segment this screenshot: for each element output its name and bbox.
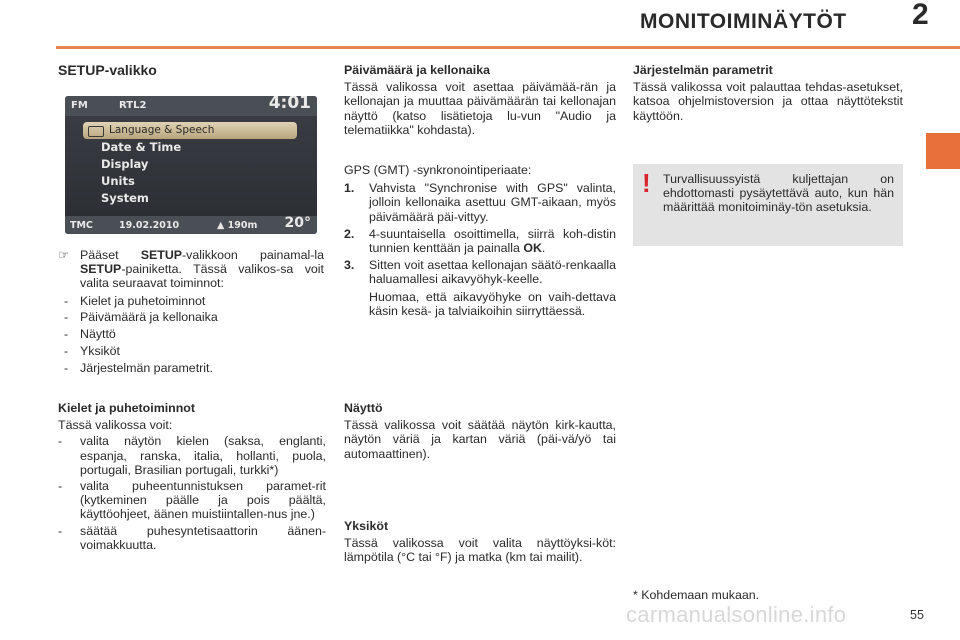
display-title: Näyttö (344, 401, 383, 415)
date-time-text: Tässä valikossa voit asettaa päivämää-rän ja kellonajan ja muuttaa päivämäärän tai kellonajan näyttö (katso lisätietoja lu-vun "Audio ja telematiikka" kohdasta). (344, 80, 616, 137)
language-lead: Tässä valikossa voit: (58, 418, 173, 433)
menu-item-system: System (101, 191, 149, 205)
list-item: - Järjestelmän parametrit. (64, 360, 213, 375)
menu-item-units: Units (101, 174, 135, 188)
system-section (633, 63, 903, 123)
gps-steps (344, 181, 616, 286)
setup-menu (83, 122, 297, 207)
warning-box (633, 164, 903, 246)
screen-status-bar (65, 96, 317, 116)
pointer-icon: ☞ (58, 248, 70, 262)
gps-section (344, 163, 616, 318)
display-section (344, 401, 616, 461)
footnote: * Kohdemaan mukaan. (633, 588, 760, 602)
units-title: Yksiköt (344, 519, 389, 533)
list-item: - valita näytön kielen (saksa, englanti, espanja, ranska, italia, hollanti, puola, portugali, Brasilian portugali, turkki*) (58, 434, 326, 477)
display-text: Tässä valikossa voit säätää näytön kirk-kautta, näytön väriä ja kartan väriä (päi-vä/yö tai automaattinen). (344, 418, 616, 461)
chapter-number: 2 (912, 0, 929, 31)
list-item: 2. 4-suuntaisella osoittimella, siirrä koh-distin tunnien kenttään ja painalla OK. (344, 226, 616, 256)
setup-intro: ☞ Pääset SETUP-valikkoon painamal-la SETUP-painiketta. Tässä valikos-sa voit valita seuraavat toiminnot: - Kielet ja puhetoiminnot - Päivämäärä ja kellonaika - Näyttö - Yksiköt - Järjestelmän parametrit. (58, 248, 324, 375)
date-time-title: Päivämäärä ja kellonaika (344, 63, 491, 77)
language-options (58, 434, 326, 552)
screen-temperature: 20° (284, 215, 311, 231)
system-title: Järjestelmän parametrit (633, 63, 773, 77)
setup-screen-photo (65, 96, 317, 234)
date-time-section (344, 63, 616, 137)
language-title: Kielet ja puhetoiminnot (58, 401, 195, 415)
language-section (58, 401, 326, 554)
list-item: - Kielet ja puhetoiminnot (64, 293, 206, 308)
list-item: - Päivämäärä ja kellonaika (64, 310, 218, 325)
chapter-side-tab (926, 133, 960, 169)
menu-item-language: Language & Speech (83, 122, 297, 139)
warning-text: Turvallisuussyistä kuljettajan on ehdottomasti pysäytettävä auto, kun hän määrittää monitoiminäy-tön asetuksia. (663, 172, 894, 215)
screen-date: 19.02.2010 (119, 220, 180, 231)
list-item: 1. Vahvista "Synchronise with GPS" valinta, jolloin kellonaika asettuu GMT-aikaan, myös päivämäärä päi-vittyy. (344, 181, 616, 224)
gps-lead: GPS (GMT) -synkronointiperiaate: (344, 163, 532, 177)
menu-item-display: Display (101, 157, 149, 171)
screen-clock: 4:01 (268, 96, 311, 113)
page-number: 55 (910, 608, 924, 622)
screen-bottom-bar (65, 216, 317, 234)
screen-distance: ▲ 190m (217, 220, 258, 231)
list-item: - Näyttö (64, 327, 116, 342)
watermark: carmanualsonline.info (626, 602, 847, 627)
menu-item-date-time: Date & Time (101, 140, 182, 154)
units-section (344, 519, 616, 565)
system-text: Tässä valikossa voit palauttaa tehdas-asetukset, katsoa ohjelmistoversion ja ottaa näyttötekstit käyttöön. (633, 80, 903, 123)
speech-icon (88, 126, 104, 137)
warning-icon: ! (642, 168, 651, 198)
page-title: MONITOIMINÄYTÖT (640, 10, 847, 33)
list-item: - Yksiköt (64, 344, 120, 358)
list-item: 3. Sitten voit asettaa kellonajan säätö-renkaalla haluamallesi aikavyöhyk-keelle. (344, 258, 616, 287)
list-item: - valita puheentunnistuksen paramet-rit (kytkeminen päälle ja pois päältä, käyttöohjeet, äänen muistiintallen-nus jne.) (58, 479, 326, 522)
units-text: Tässä valikossa voit valita näyttöyksi-köt: lämpötila (°C tai °F) ja matka (km tai mailit). (344, 536, 616, 565)
section-title: SETUP-valikko (58, 62, 157, 78)
step-note: Huomaa, että aikavyöhyke on vaih-dettava käsin kesä- ja talviaikoihin siirryttäessä. (369, 289, 616, 318)
radio-station: RTL2 (119, 100, 147, 111)
tmc-label: TMC (70, 220, 93, 231)
radio-band: FM (71, 100, 88, 111)
list-item: - säätää puhesyntetisaattorin äänen-voimakkuutta. (58, 523, 326, 552)
header-rule (56, 46, 960, 49)
setup-function-list (58, 294, 324, 375)
